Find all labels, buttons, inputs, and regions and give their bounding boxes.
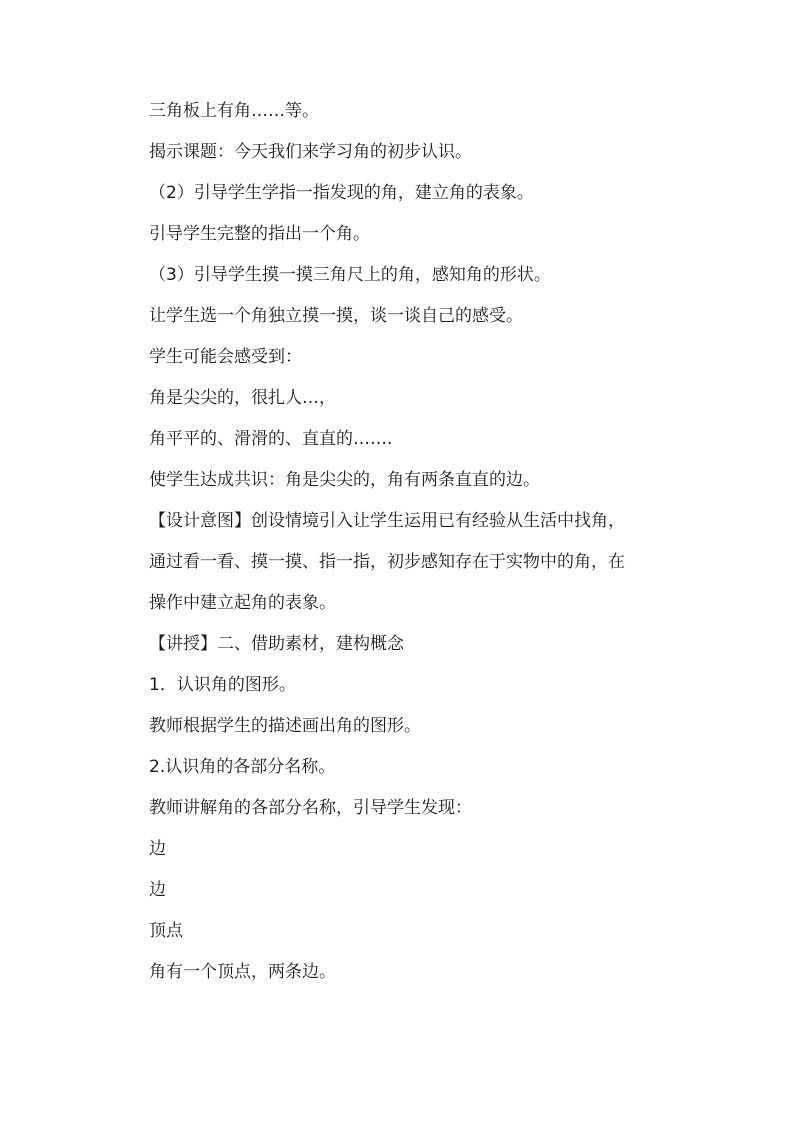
document-body [149,101,689,1003]
paragraph-know-angle-parts: 2.认识角的各部分名称。 [149,757,336,777]
paragraph-step-2-point-angles: （2）引导学生学指一指发现的角，建立角的表象。 [149,183,534,203]
label-vertex: 顶点 [149,921,183,941]
label-side-1: 边 [149,839,166,859]
paragraph-teacher-draws-angle: 教师根据学生的描述画出角的图形。 [149,716,421,736]
paragraph-reveal-topic: 揭示课题：今天我们来学习角的初步认识。 [149,142,472,162]
paragraph-choose-angle-share: 让学生选一个角独立摸一摸，谈一谈自己的感受。 [149,306,523,326]
paragraph-students-may-feel: 学生可能会感受到： [149,347,302,367]
paragraph-know-angle-figure: 1．认识角的图形。 [149,675,296,695]
paragraph-design-intent-2: 通过看一看、摸一摸、指一指，初步感知存在于实物中的角，在 [149,552,625,572]
label-side-2: 边 [149,880,166,900]
paragraph-angle-is-flat: 角平平的、滑滑的、直直的……. [149,429,393,449]
paragraph-consensus: 使学生达成共识：角是尖尖的，角有两条直直的边。 [149,470,540,490]
paragraph-lecture-heading: 【讲授】二、借助素材，建构概念 [149,634,404,654]
paragraph-angle-is-sharp: 角是尖尖的，很扎人…， [149,388,336,408]
paragraph-angle-summary: 角有一个顶点，两条边。 [149,962,336,982]
paragraph-triangle-ruler-angles: 三角板上有角……等。 [149,101,319,121]
paragraph-step-3-touch-angles: （3）引导学生摸一摸三角尺上的角，感知角的形状。 [149,265,551,285]
paragraph-design-intent-1: 【设计意图】创设情境引入让学生运用已有经验从生活中找角， [149,511,625,531]
paragraph-design-intent-3: 操作中建立起角的表象。 [149,593,336,613]
paragraph-teacher-explains-parts: 教师讲解角的各部分名称，引导学生发现： [149,798,472,818]
paragraph-point-complete-angle: 引导学生完整的指出一个角。 [149,224,370,244]
